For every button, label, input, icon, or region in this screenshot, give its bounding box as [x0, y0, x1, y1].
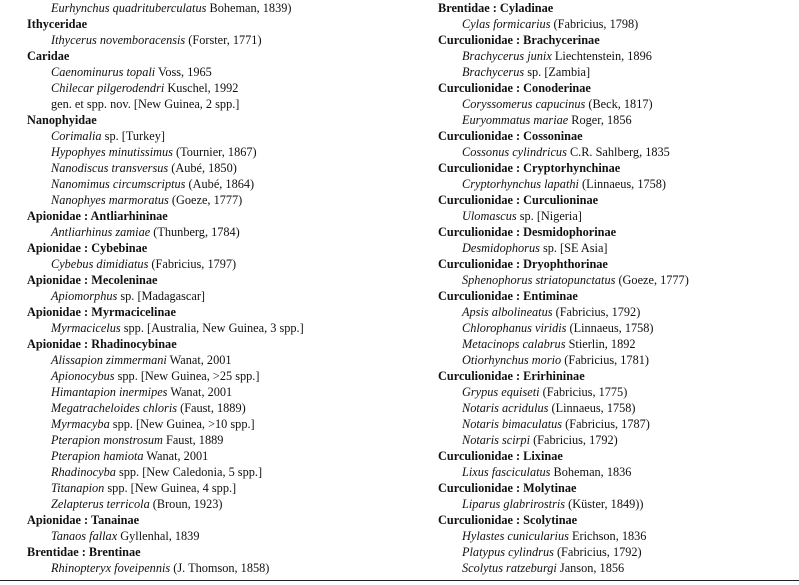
table-bottom-rule	[0, 580, 799, 581]
species-entry	[438, 96, 798, 112]
species-entry	[27, 352, 407, 368]
species-authority: (Fabricius, 1792)	[552, 305, 641, 319]
species-authority: sp. [Zambia]	[524, 65, 591, 79]
species-authority: sp. [SE Asia]	[539, 241, 608, 255]
species-authority: Liechtenstein, 1896	[551, 49, 652, 63]
species-authority: Wanat, 2001	[143, 449, 209, 463]
species-entry	[438, 544, 798, 560]
species-entry	[27, 224, 407, 240]
taxon-group-heading: Curculionidae : Scolytinae	[438, 513, 578, 527]
species-authority: Boheman, 1839)	[206, 1, 292, 15]
species-name: Ithycerus novemboracensis	[51, 33, 186, 47]
taxon-group-heading: Curculionidae : Cossoninae	[438, 129, 583, 143]
species-name: Chlorophanus viridis	[462, 321, 567, 335]
species-authority: sp. [Nigeria]	[516, 209, 582, 223]
species-name: Nanodiscus transversus	[51, 161, 169, 175]
species-entry	[27, 480, 407, 496]
species-name: Hylastes cunicularius	[462, 529, 569, 543]
species-authority: (Fabricius, 1781)	[561, 353, 649, 367]
species-entry	[27, 368, 407, 384]
species-authority: Gyllenhal, 1839	[117, 529, 200, 543]
taxon-group-heading: Nanophyidae	[27, 113, 97, 127]
species-entry	[27, 176, 407, 192]
species-entry	[27, 400, 407, 416]
species-name: Myrmacyba	[51, 417, 110, 431]
species-entry	[27, 192, 407, 208]
species-name: Grypus equiseti	[462, 385, 540, 399]
species-name: Titanapion	[51, 481, 105, 495]
species-name: Cylas formicarius	[462, 17, 551, 31]
species-name: Notaris acridulus	[462, 401, 549, 415]
species-entry	[27, 32, 407, 48]
taxon-group-heading: Curculionidae : Curculioninae	[438, 193, 599, 207]
species-entry	[27, 432, 407, 448]
taxon-group-heading: Caridae	[27, 49, 70, 63]
species-name: Rhinopteryx foveipennis	[51, 561, 171, 575]
species-name: Brachycerus	[462, 65, 525, 79]
species-entry	[27, 416, 407, 432]
species-name: Caenominurus topali	[51, 65, 156, 79]
right-column	[438, 0, 798, 576]
species-authority: (Goeze, 1777)	[615, 273, 689, 287]
species-entry	[438, 352, 798, 368]
species-entry	[438, 176, 798, 192]
species-authority: (Thunberg, 1784)	[150, 225, 240, 239]
species-name: Pterapion monstrosum	[51, 433, 163, 447]
species-entry	[438, 112, 798, 128]
species-name: Pterapion hamiota	[51, 449, 144, 463]
species-entry	[438, 384, 798, 400]
species-authority: (Broun, 1923)	[149, 497, 223, 511]
taxon-group-heading: Brentidae : Brentinae	[27, 545, 141, 559]
species-authority: (Faust, 1889)	[177, 401, 246, 415]
species-name: Apionocybus	[51, 369, 115, 383]
left-column	[27, 0, 407, 576]
species-authority: (Fabricius, 1792)	[530, 433, 618, 447]
species-entry	[27, 160, 407, 176]
species-entry	[27, 96, 407, 112]
taxon-group-heading: Curculionidae : Entiminae	[438, 289, 578, 303]
species-name: Ulomascus	[462, 209, 517, 223]
species-entry	[438, 560, 798, 576]
species-authority: Janson, 1856	[556, 561, 625, 575]
species-entry	[27, 464, 407, 480]
species-entry	[438, 304, 798, 320]
species-entry	[27, 80, 407, 96]
taxon-group-heading: Ithyceridae	[27, 17, 88, 31]
species-authority: Stierlin, 1892	[565, 337, 636, 351]
species-authority: (Forster, 1771)	[185, 33, 262, 47]
species-name: Platypus cylindrus	[462, 545, 554, 559]
species-authority: Erichson, 1836	[568, 529, 647, 543]
species-entry	[27, 144, 407, 160]
species-authority: spp. [New Caledonia, 5 spp.]	[115, 465, 263, 479]
species-authority: (Linnaeus, 1758)	[548, 401, 636, 415]
species-authority: (J. Thomson, 1858)	[170, 561, 270, 575]
taxon-group-heading: Apionidae : Tanainae	[27, 513, 140, 527]
species-entry	[438, 320, 798, 336]
species-authority: C.R. Sahlberg, 1835	[566, 145, 670, 159]
species-name: Coryssomerus capucinus	[462, 97, 586, 111]
species-authority: sp. [Turkey]	[101, 129, 166, 143]
species-authority: spp. [New Guinea, >25 spp.]	[114, 369, 260, 383]
species-authority: Faust, 1889	[162, 433, 224, 447]
species-entry	[438, 464, 798, 480]
species-authority: Boheman, 1836	[550, 465, 632, 479]
species-name: Antliarhinus zamiae	[51, 225, 151, 239]
taxon-group-heading: Curculionidae : Dryophthorinae	[438, 257, 608, 271]
species-authority: (Linnaeus, 1758)	[578, 177, 667, 191]
species-authority: (Beck, 1817)	[585, 97, 653, 111]
species-entry	[438, 496, 798, 512]
taxon-group-heading: Curculionidae : Cryptorhynchinae	[438, 161, 621, 175]
species-entry	[438, 272, 798, 288]
taxon-group-heading: Apionidae : Myrmacicelinae	[27, 305, 176, 319]
species-authority: gen. et spp. nov. [New Guinea, 2 spp.]	[51, 97, 240, 111]
species-name: Cryptorhynchus lapathi	[462, 177, 579, 191]
species-authority: spp. [New Guinea, 4 spp.]	[104, 481, 237, 495]
taxon-group-heading: Apionidae : Rhadinocybinae	[27, 337, 177, 351]
species-name: Zelapterus terricola	[51, 497, 150, 511]
species-entry	[27, 128, 407, 144]
species-authority: Roger, 1856	[568, 113, 632, 127]
species-name: Megatracheloides chloris	[51, 401, 178, 415]
species-name: Hypophyes minutissimus	[51, 145, 173, 159]
species-authority: (Fabricius, 1792)	[553, 545, 642, 559]
species-authority: (Fabricius, 1797)	[148, 257, 237, 271]
species-entry	[27, 528, 407, 544]
species-name: Nanomimus circumscriptus	[51, 177, 186, 191]
species-authority: (Linnaeus, 1758)	[566, 321, 654, 335]
species-entry	[438, 208, 798, 224]
species-name: Notaris scirpi	[462, 433, 530, 447]
species-authority: (Aubé, 1864)	[185, 177, 255, 191]
taxon-group-heading: Curculionidae : Erirhininae	[438, 369, 585, 383]
species-name: Tanaos fallax	[51, 529, 118, 543]
species-name: Himantapion inermipes	[51, 385, 168, 399]
species-entry	[27, 64, 407, 80]
species-entry	[27, 384, 407, 400]
species-name: Desmidophorus	[462, 241, 540, 255]
taxon-group-heading: Apionidae : Cybebinae	[27, 241, 148, 255]
species-name: Eurhynchus quadrituberculatus	[51, 1, 207, 15]
taxon-group-heading: Curculionidae : Desmidophorinae	[438, 225, 617, 239]
species-name: Nanophyes marmoratus	[51, 193, 169, 207]
species-name: Metacinops calabrus	[462, 337, 566, 351]
species-name: Apsis albolineatus	[462, 305, 553, 319]
species-authority: (Aubé, 1850)	[168, 161, 237, 175]
species-entry	[438, 336, 798, 352]
species-authority: (Fabricius, 1775)	[539, 385, 628, 399]
taxon-group-heading: Curculionidae : Conoderinae	[438, 81, 591, 95]
species-authority: Wanat, 2001	[166, 353, 232, 367]
species-name: Brachycerus junix	[462, 49, 552, 63]
species-entry	[27, 0, 407, 16]
taxon-group-heading: Apionidae : Antliarhininae	[27, 209, 168, 223]
species-name: Lixus fasciculatus	[462, 465, 551, 479]
taxon-group-heading: Apionidae : Mecoleninae	[27, 273, 158, 287]
species-name: Apiomorphus	[51, 289, 118, 303]
taxon-group-heading: Curculionidae : Brachycerinae	[438, 33, 600, 47]
species-authority: sp. [Madagascar]	[117, 289, 206, 303]
species-name: Sphenophorus striatopunctatus	[462, 273, 616, 287]
species-name: Liparus glabrirostris	[462, 497, 566, 511]
species-name: Otiorhynchus morio	[462, 353, 562, 367]
species-name: Notaris bimaculatus	[462, 417, 563, 431]
species-name: Scolytus ratzeburgi	[462, 561, 557, 575]
species-authority: (Tournier, 1867)	[172, 145, 257, 159]
taxon-group-heading: Curculionidae : Lixinae	[438, 449, 563, 463]
species-name: Euryommatus mariae	[462, 113, 569, 127]
species-authority: Kuschel, 1992	[164, 81, 239, 95]
species-authority: Voss, 1965	[155, 65, 212, 79]
species-entry	[27, 560, 407, 576]
species-entry	[438, 528, 798, 544]
species-entry	[438, 240, 798, 256]
species-entry	[27, 320, 407, 336]
species-entry	[438, 432, 798, 448]
species-entry	[27, 288, 407, 304]
taxon-group-heading: Curculionidae : Molytinae	[438, 481, 577, 495]
species-authority: (Küster, 1849))	[565, 497, 644, 511]
species-authority: (Fabricius, 1787)	[562, 417, 650, 431]
species-name: Cybebus dimidiatus	[51, 257, 149, 271]
species-entry	[27, 256, 407, 272]
species-entry	[27, 448, 407, 464]
species-name: Corimalia	[51, 129, 102, 143]
species-authority: spp. [Australia, New Guinea, 3 spp.]	[120, 321, 304, 335]
species-entry	[27, 496, 407, 512]
species-entry	[438, 144, 798, 160]
species-entry	[438, 64, 798, 80]
species-entry	[438, 400, 798, 416]
species-authority: (Goeze, 1777)	[168, 193, 243, 207]
taxon-group-heading: Brentidae : Cyladinae	[438, 1, 554, 15]
species-entry	[438, 16, 798, 32]
species-name: Alissapion zimmermani	[51, 353, 167, 367]
species-authority: (Fabricius, 1798)	[550, 17, 639, 31]
species-name: Rhadinocyba	[51, 465, 116, 479]
species-name: Myrmacicelus	[51, 321, 121, 335]
species-entry	[438, 48, 798, 64]
species-name: Chilecar pilgerodendri	[51, 81, 165, 95]
species-entry	[438, 416, 798, 432]
species-authority: Wanat, 2001	[167, 385, 233, 399]
species-authority: spp. [New Guinea, >10 spp.]	[109, 417, 255, 431]
species-name: Cossonus cylindricus	[462, 145, 567, 159]
